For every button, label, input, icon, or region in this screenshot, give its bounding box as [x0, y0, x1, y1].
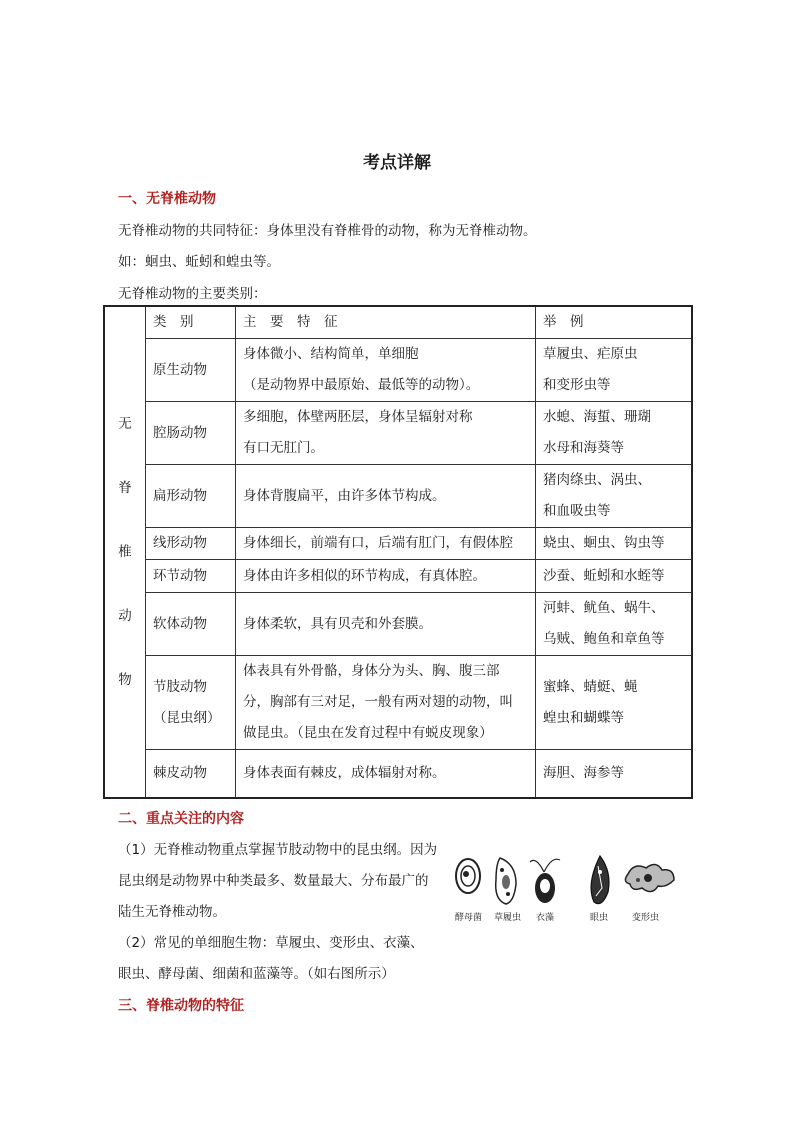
feature-line: 做昆虫。（昆虫在发育过程中有蜕皮现象） [243, 725, 493, 741]
amoeba-icon [625, 864, 674, 891]
table-row [104, 593, 692, 656]
figure-label: 衣藻 [536, 913, 555, 923]
side-char: 无 [118, 415, 132, 432]
example-cell [536, 402, 693, 465]
example-line: 水母和海葵等 [543, 440, 624, 456]
example-line: 猪肉绦虫、涡虫、 [543, 472, 651, 488]
feature-cell: 身体背腹扁平，由许多体节构成。 [236, 465, 536, 528]
example-line: 河蚌、鱿鱼、蜗牛、 [543, 600, 665, 616]
category-cell: 线形动物 [146, 528, 236, 560]
table-row [104, 750, 692, 798]
category-cell: 软体动物 [146, 593, 236, 656]
example-line: 水螅、海蜇、珊瑚 [543, 409, 651, 425]
feature-cell [236, 402, 536, 465]
category-line: 节肢动物 [153, 678, 207, 695]
figure-label: 酵母菌 [455, 913, 483, 923]
category-cell: 棘皮动物 [146, 750, 236, 798]
example-line: 草履虫、疟原虫 [543, 346, 638, 362]
table-row [104, 402, 692, 465]
category-cell: 环节动物 [146, 560, 236, 593]
feature-cell [236, 656, 536, 750]
section1-table-intro: 无脊椎动物的主要类别： [118, 286, 267, 302]
feature-cell: 身体表面有棘皮，成体辐射对称。 [236, 750, 536, 798]
section3-heading: 三、脊椎动物的特征 [118, 998, 244, 1014]
table-row [104, 465, 692, 528]
note-line: 昆虫纲是动物界中种类最多、数量最大、分布最广的 [118, 873, 429, 889]
note-line: （1）无脊椎动物重点掌握节肢动物中的昆虫纲。因为 [118, 842, 438, 858]
header-feature: 主 要 特 征 [236, 306, 536, 339]
figure-label: 变形虫 [632, 913, 660, 923]
feature-cell: 身体柔软，具有贝壳和外套膜。 [236, 593, 536, 656]
single-cell-organisms-figure [452, 852, 684, 922]
side-char: 动 [118, 607, 132, 624]
yeast-icon [456, 859, 480, 893]
feature-cell: 身体由许多相似的环节构成，有真体腔。 [236, 560, 536, 593]
category-line: （昆虫纲） [153, 709, 221, 726]
side-label [104, 306, 146, 798]
feature-line: 有口无肛门。 [243, 440, 324, 456]
note-1 [118, 835, 448, 928]
header-category: 类 别 [146, 306, 236, 339]
side-char: 物 [118, 671, 132, 688]
header-example: 举 例 [536, 306, 693, 339]
feature-cell [236, 339, 536, 402]
page-title: 考点详解 [363, 153, 431, 173]
table-row [104, 528, 692, 560]
note-line: 陆生无脊椎动物。 [118, 904, 226, 920]
note-2 [118, 928, 448, 990]
category-cell: 扁形动物 [146, 465, 236, 528]
table-header-row [104, 306, 692, 339]
category-cell [146, 656, 236, 750]
example-cell [536, 593, 693, 656]
chlamydomonas-icon [530, 859, 560, 903]
example-cell: 沙蚕、蚯蚓和水蛭等 [536, 560, 693, 593]
feature-line: 分，胸部有三对足，一般有两对翅的动物，叫 [243, 694, 513, 710]
category-cell: 腔肠动物 [146, 402, 236, 465]
organism-drawings [452, 852, 684, 910]
example-cell [536, 339, 693, 402]
feature-cell: 身体细长，前端有口，后端有肛门，有假体腔 [236, 528, 536, 560]
example-line: 和血吸虫等 [543, 503, 611, 519]
section1-examples: 如：蛔虫、蚯蚓和蝗虫等。 [118, 254, 280, 270]
figure-label: 草履虫 [494, 913, 522, 923]
table-row [104, 656, 692, 750]
note-line: 眼虫、酵母菌、细菌和蓝藻等。（如右图所示） [118, 966, 395, 982]
example-line: 乌贼、鲍鱼和章鱼等 [543, 631, 665, 647]
feature-line: 多细胞，体壁两胚层，身体呈辐射对称 [243, 409, 473, 425]
category-cell: 原生动物 [146, 339, 236, 402]
example-cell [536, 465, 693, 528]
feature-line: （是动物界中最原始、最低等的动物）。 [243, 377, 480, 393]
feature-line: 身体微小、结构简单，单细胞 [243, 346, 419, 362]
example-line: 和变形虫等 [543, 377, 611, 393]
section1-heading: 一、无脊椎动物 [118, 191, 216, 207]
invertebrate-table [103, 305, 693, 799]
table-row [104, 560, 692, 593]
section2-heading: 二、重点关注的内容 [118, 811, 244, 827]
figure-label: 眼虫 [590, 913, 609, 923]
side-char: 椎 [118, 543, 132, 560]
paramecium-icon [496, 858, 516, 904]
example-line: 蝗虫和蝴蝶等 [543, 709, 624, 726]
euglena-icon [591, 856, 609, 904]
side-char: 脊 [118, 479, 132, 496]
example-cell [536, 656, 693, 750]
section1-definition: 无脊椎动物的共同特征：身体里没有脊椎骨的动物，称为无脊椎动物。 [118, 223, 537, 239]
table-row [104, 339, 692, 402]
note-line: （2）常见的单细胞生物：草履虫、变形虫、衣藻、 [118, 935, 424, 951]
feature-line: 体表具有外骨骼，身体分为头、胸、腹三部 [243, 663, 500, 679]
example-line: 蜜蜂、蜻蜓、蝇 [543, 678, 638, 695]
example-cell: 蛲虫、蛔虫、钩虫等 [536, 528, 693, 560]
example-cell: 海胆、海参等 [536, 750, 693, 798]
